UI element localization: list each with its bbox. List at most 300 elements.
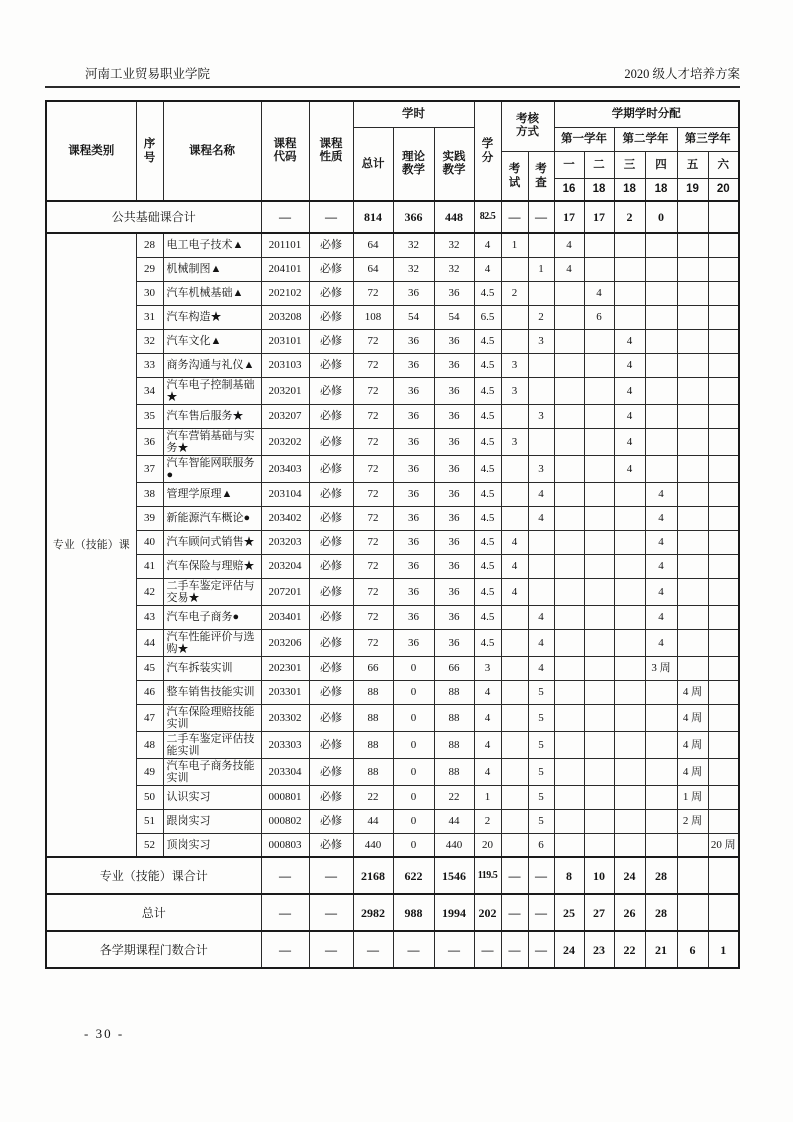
cell-s6 <box>708 530 739 554</box>
cell-hours-practice: 54 <box>434 305 474 329</box>
cell-seq: 36 <box>136 428 163 455</box>
cell-hours-theory: 36 <box>393 605 434 629</box>
cell-course-nature: 必修 <box>309 680 353 704</box>
cell-s6: 1 <box>708 931 739 968</box>
cell-credits: 2 <box>474 809 501 833</box>
cell-course-name: 二手车鉴定评估技能实训 <box>163 731 261 758</box>
cell-course-name: 机械制图▲ <box>163 257 261 281</box>
cell-s6 <box>708 578 739 605</box>
cell-s6 <box>708 758 739 785</box>
col-header-sem-6: 六 <box>708 151 739 178</box>
cell-course-nature: 必修 <box>309 704 353 731</box>
cell-course-code: 203207 <box>261 404 309 428</box>
cell-check-semester <box>528 233 554 257</box>
cell-hours-practice: 1546 <box>434 857 474 894</box>
cell-s2 <box>584 428 614 455</box>
cell-s1: 8 <box>554 857 584 894</box>
cell-s4: 21 <box>645 931 677 968</box>
cell-course-nature: 必修 <box>309 629 353 656</box>
cell-exam-semester: 4 <box>501 554 528 578</box>
cell-course-code: 203208 <box>261 305 309 329</box>
cell-course-name: 汽车保险理赔技能实训 <box>163 704 261 731</box>
cell-hours-theory: 36 <box>393 455 434 482</box>
cell-course-name: 整车销售技能实训 <box>163 680 261 704</box>
cell-s1 <box>554 731 584 758</box>
cell-s3 <box>614 731 645 758</box>
cell-seq: 38 <box>136 482 163 506</box>
cell-hours-theory: 36 <box>393 404 434 428</box>
cell-s4: 3 周 <box>645 656 677 680</box>
cell-hours-total: 72 <box>353 404 393 428</box>
cell-hours-theory: 0 <box>393 833 434 857</box>
cell-course-nature: 必修 <box>309 428 353 455</box>
cell-course-nature: 必修 <box>309 281 353 305</box>
cell-hours-total: 66 <box>353 656 393 680</box>
cell-seq: 32 <box>136 329 163 353</box>
cell-s6 <box>708 680 739 704</box>
cell-course-nature: 必修 <box>309 353 353 377</box>
cell-check-semester: 5 <box>528 680 554 704</box>
cell-check-semester: 4 <box>528 482 554 506</box>
cell-s4: 4 <box>645 506 677 530</box>
cell-hours-theory: 36 <box>393 629 434 656</box>
course-row <box>46 530 739 554</box>
cell-label: 公共基础课合计 <box>46 201 261 233</box>
cell-seq: 33 <box>136 353 163 377</box>
cell-s4 <box>645 680 677 704</box>
cell-course-code: 203304 <box>261 758 309 785</box>
cell-exam-semester: 3 <box>501 428 528 455</box>
cell-s1 <box>554 833 584 857</box>
summary-row-public-basic <box>46 201 739 233</box>
col-header-sem-2: 二 <box>584 151 614 178</box>
cell-course-code: 203101 <box>261 329 309 353</box>
course-row <box>46 629 739 656</box>
cell-s3 <box>614 554 645 578</box>
cell-s2 <box>584 482 614 506</box>
cell-s5 <box>677 578 708 605</box>
cell-hours-total: 72 <box>353 377 393 404</box>
cell-course-code: 203203 <box>261 530 309 554</box>
cell-exam-semester <box>501 506 528 530</box>
cell-course-nature: 必修 <box>309 233 353 257</box>
cell-course-nature: 必修 <box>309 833 353 857</box>
cell-credits: 4.5 <box>474 281 501 305</box>
course-row <box>46 578 739 605</box>
cell-hours-practice: 36 <box>434 554 474 578</box>
cell-nature: — <box>309 931 353 968</box>
cell-seq: 52 <box>136 833 163 857</box>
cell-course-nature: 必修 <box>309 329 353 353</box>
cell-check: — <box>528 931 554 968</box>
cell-s3 <box>614 758 645 785</box>
cell-credits: 4.5 <box>474 578 501 605</box>
cell-hours-total: 72 <box>353 530 393 554</box>
cell-credits: — <box>474 931 501 968</box>
cell-s4 <box>645 233 677 257</box>
cell-s1 <box>554 629 584 656</box>
cell-s6 <box>708 731 739 758</box>
cell-hours-theory: 36 <box>393 281 434 305</box>
col-header-category: 课程类别 <box>46 101 136 201</box>
cell-course-name: 汽车性能评价与选购★ <box>163 629 261 656</box>
cell-s2 <box>584 506 614 530</box>
cell-s2 <box>584 578 614 605</box>
cell-check-semester: 5 <box>528 704 554 731</box>
cell-course-name: 二手车鉴定评估与交易★ <box>163 578 261 605</box>
cell-seq: 34 <box>136 377 163 404</box>
cell-s4 <box>645 329 677 353</box>
col-header-hours-practice: 实践教学 <box>434 127 474 201</box>
cell-hours-total: 72 <box>353 329 393 353</box>
cell-s6 <box>708 353 739 377</box>
cell-s5 <box>677 506 708 530</box>
cell-exam-semester <box>501 833 528 857</box>
cell-s3 <box>614 704 645 731</box>
cell-hours-theory: 0 <box>393 785 434 809</box>
cell-seq: 50 <box>136 785 163 809</box>
cell-hours-total: 72 <box>353 554 393 578</box>
cell-course-name: 汽车机械基础▲ <box>163 281 261 305</box>
cell-s5: 4 周 <box>677 731 708 758</box>
cell-s3: 4 <box>614 404 645 428</box>
cell-course-name: 管理学原理▲ <box>163 482 261 506</box>
cell-s3 <box>614 482 645 506</box>
course-row <box>46 809 739 833</box>
cell-credits: 82.5 <box>474 201 501 233</box>
cell-s2: 27 <box>584 894 614 931</box>
col-header-year3: 第三学年 <box>677 127 739 151</box>
cell-hours-practice: 88 <box>434 704 474 731</box>
course-row <box>46 404 739 428</box>
cell-s4 <box>645 257 677 281</box>
cell-s3 <box>614 605 645 629</box>
cell-credits: 6.5 <box>474 305 501 329</box>
cell-hours-total: 88 <box>353 704 393 731</box>
cell-hours-theory: 36 <box>393 506 434 530</box>
course-row <box>46 377 739 404</box>
cell-course-code: 000802 <box>261 809 309 833</box>
cell-hours-total: 72 <box>353 455 393 482</box>
cell-hours-total: 440 <box>353 833 393 857</box>
cell-hours-practice: 36 <box>434 629 474 656</box>
cell-course-code: 203303 <box>261 731 309 758</box>
cell-course-nature: 必修 <box>309 377 353 404</box>
cell-exam-semester <box>501 257 528 281</box>
cell-course-name: 汽车顾问式销售★ <box>163 530 261 554</box>
cell-s3: 4 <box>614 329 645 353</box>
course-row <box>46 482 739 506</box>
cell-hours-total: 88 <box>353 758 393 785</box>
cell-s4 <box>645 377 677 404</box>
cell-credits: 4.5 <box>474 329 501 353</box>
cell-s3 <box>614 809 645 833</box>
cell-hours-practice: — <box>434 931 474 968</box>
cell-s3: 4 <box>614 353 645 377</box>
cell-s4 <box>645 353 677 377</box>
cell-check-semester: 4 <box>528 629 554 656</box>
cell-hours-practice: 36 <box>434 329 474 353</box>
cell-s3: 22 <box>614 931 645 968</box>
summary-row-major-skill <box>46 857 739 894</box>
cell-s2: 17 <box>584 201 614 233</box>
cell-s4: 4 <box>645 605 677 629</box>
header-school-name: 河南工业贸易职业学院 <box>85 67 211 81</box>
cell-code: — <box>261 931 309 968</box>
cell-check: — <box>528 857 554 894</box>
cell-hours-practice: 36 <box>434 455 474 482</box>
cell-s1 <box>554 680 584 704</box>
cell-course-name: 跟岗实习 <box>163 809 261 833</box>
cell-s1: 25 <box>554 894 584 931</box>
course-row <box>46 605 739 629</box>
cell-s3 <box>614 305 645 329</box>
cell-course-nature: 必修 <box>309 257 353 281</box>
cell-s6 <box>708 704 739 731</box>
cell-s2 <box>584 353 614 377</box>
cell-s5 <box>677 428 708 455</box>
cell-s6 <box>708 554 739 578</box>
cell-hours-total: 72 <box>353 482 393 506</box>
cell-course-code: 203302 <box>261 704 309 731</box>
cell-s5 <box>677 404 708 428</box>
weeks-sem-6: 20 <box>708 178 739 201</box>
cell-s6 <box>708 201 739 233</box>
cell-hours-practice: 36 <box>434 404 474 428</box>
cell-hours-practice: 88 <box>434 680 474 704</box>
cell-s1 <box>554 554 584 578</box>
cell-s5 <box>677 554 708 578</box>
cell-hours-total: 814 <box>353 201 393 233</box>
cell-course-name: 认识实习 <box>163 785 261 809</box>
col-header-hours-total: 总计 <box>353 127 393 201</box>
cell-s3 <box>614 833 645 857</box>
col-header-credits: 学分 <box>474 101 501 201</box>
cell-nature: — <box>309 201 353 233</box>
cell-seq: 49 <box>136 758 163 785</box>
cell-s4 <box>645 809 677 833</box>
cell-s2: 4 <box>584 281 614 305</box>
cell-seq: 45 <box>136 656 163 680</box>
col-header-sem-3: 三 <box>614 151 645 178</box>
cell-course-code: 201101 <box>261 233 309 257</box>
cell-exam-semester: 3 <box>501 353 528 377</box>
cell-course-nature: 必修 <box>309 506 353 530</box>
cell-course-code: 203103 <box>261 353 309 377</box>
cell-s4 <box>645 305 677 329</box>
course-row <box>46 329 739 353</box>
cell-seq: 31 <box>136 305 163 329</box>
cell-credits: 4.5 <box>474 482 501 506</box>
course-row <box>46 656 739 680</box>
cell-s2 <box>584 833 614 857</box>
cell-hours-practice: 32 <box>434 257 474 281</box>
cell-hours-theory: 54 <box>393 305 434 329</box>
cell-s5 <box>677 281 708 305</box>
col-header-check: 考查 <box>528 151 554 201</box>
cell-course-name: 顶岗实习 <box>163 833 261 857</box>
cell-s1 <box>554 809 584 833</box>
cell-seq: 35 <box>136 404 163 428</box>
cell-hours-total: 72 <box>353 629 393 656</box>
cell-seq: 40 <box>136 530 163 554</box>
cell-check-semester: 5 <box>528 785 554 809</box>
cell-hours-total: 2168 <box>353 857 393 894</box>
cell-s5: 4 周 <box>677 758 708 785</box>
cell-s1 <box>554 428 584 455</box>
cell-s4 <box>645 758 677 785</box>
cell-hours-theory: 36 <box>393 482 434 506</box>
course-row <box>46 353 739 377</box>
cell-seq: 29 <box>136 257 163 281</box>
cell-course-nature: 必修 <box>309 656 353 680</box>
cell-s5 <box>677 305 708 329</box>
cell-hours-total: 108 <box>353 305 393 329</box>
cell-hours-theory: 36 <box>393 353 434 377</box>
cell-check-semester <box>528 281 554 305</box>
cell-credits: 4 <box>474 233 501 257</box>
cell-exam-semester <box>501 482 528 506</box>
cell-hours-practice: 1994 <box>434 894 474 931</box>
cell-course-code: 203403 <box>261 455 309 482</box>
cell-hours-theory: 36 <box>393 377 434 404</box>
cell-s3: 26 <box>614 894 645 931</box>
cell-s4: 0 <box>645 201 677 233</box>
cell-seq: 43 <box>136 605 163 629</box>
cell-s5 <box>677 629 708 656</box>
cell-hours-practice: 36 <box>434 530 474 554</box>
cell-s1 <box>554 455 584 482</box>
cell-s5: 6 <box>677 931 708 968</box>
cell-s6 <box>708 305 739 329</box>
cell-hours-total: 72 <box>353 428 393 455</box>
cell-hours-theory: 0 <box>393 731 434 758</box>
cell-hours-practice: 22 <box>434 785 474 809</box>
cell-course-nature: 必修 <box>309 605 353 629</box>
cell-s6 <box>708 257 739 281</box>
cell-s3 <box>614 578 645 605</box>
cell-hours-theory: 36 <box>393 428 434 455</box>
cell-nature: — <box>309 894 353 931</box>
group-header-semester-allocation: 学期学时分配 <box>554 101 739 127</box>
cell-credits: 4.5 <box>474 629 501 656</box>
cell-s1 <box>554 482 584 506</box>
cell-s6 <box>708 377 739 404</box>
cell-credits: 1 <box>474 785 501 809</box>
cell-s4 <box>645 404 677 428</box>
cell-seq: 47 <box>136 704 163 731</box>
cell-course-nature: 必修 <box>309 731 353 758</box>
cell-hours-practice: 36 <box>434 377 474 404</box>
course-row <box>46 428 739 455</box>
cell-s5 <box>677 201 708 233</box>
cell-s2 <box>584 731 614 758</box>
col-header-exam: 考试 <box>501 151 528 201</box>
cell-check-semester: 5 <box>528 731 554 758</box>
cell-hours-total: 72 <box>353 605 393 629</box>
cell-exam-semester <box>501 704 528 731</box>
cell-course-code: 000801 <box>261 785 309 809</box>
cell-credits: 4 <box>474 680 501 704</box>
cell-s5 <box>677 530 708 554</box>
col-header-sem-1: 一 <box>554 151 584 178</box>
cell-s3: 24 <box>614 857 645 894</box>
cell-exam-semester: 3 <box>501 377 528 404</box>
cell-hours-practice: 36 <box>434 428 474 455</box>
col-header-course-nature: 课程性质 <box>309 101 353 201</box>
cell-s5: 4 周 <box>677 704 708 731</box>
course-row <box>46 257 739 281</box>
cell-s1 <box>554 785 584 809</box>
col-header-sem-5: 五 <box>677 151 708 178</box>
cell-s4: 4 <box>645 554 677 578</box>
cell-hours-practice: 440 <box>434 833 474 857</box>
cell-hours-theory: 36 <box>393 578 434 605</box>
cell-check-semester: 6 <box>528 833 554 857</box>
cell-s1 <box>554 704 584 731</box>
cell-seq: 37 <box>136 455 163 482</box>
cell-exam: — <box>501 931 528 968</box>
cell-s1: 17 <box>554 201 584 233</box>
course-row <box>46 680 739 704</box>
cell-exam-semester: 1 <box>501 233 528 257</box>
cell-hours-theory: 622 <box>393 857 434 894</box>
course-row <box>46 305 739 329</box>
cell-seq: 41 <box>136 554 163 578</box>
cell-credits: 4.5 <box>474 404 501 428</box>
cell-hours-total: 88 <box>353 731 393 758</box>
cell-hours-practice: 36 <box>434 281 474 305</box>
cell-check-semester: 5 <box>528 809 554 833</box>
cell-s6 <box>708 605 739 629</box>
summary-row-grand-total <box>46 894 739 931</box>
cell-s2 <box>584 785 614 809</box>
cell-hours-theory: 32 <box>393 257 434 281</box>
cell-course-name: 汽车保险与理赔★ <box>163 554 261 578</box>
cell-course-code: 203202 <box>261 428 309 455</box>
cell-s1 <box>554 281 584 305</box>
cell-hours-practice: 44 <box>434 809 474 833</box>
cell-exam-semester <box>501 758 528 785</box>
cell-seq: 39 <box>136 506 163 530</box>
cell-credits: 3 <box>474 656 501 680</box>
cell-exam-semester <box>501 305 528 329</box>
cell-course-code: 203201 <box>261 377 309 404</box>
course-rows-section <box>46 233 739 857</box>
cell-label: 专业（技能）课合计 <box>46 857 261 894</box>
cell-exam-semester <box>501 455 528 482</box>
cell-s1 <box>554 530 584 554</box>
cell-s5: 2 周 <box>677 809 708 833</box>
cell-credits: 4.5 <box>474 554 501 578</box>
cell-course-nature: 必修 <box>309 809 353 833</box>
cell-s4: 4 <box>645 482 677 506</box>
cell-s3 <box>614 506 645 530</box>
cell-course-nature: 必修 <box>309 758 353 785</box>
cell-seq: 44 <box>136 629 163 656</box>
cell-course-name: 汽车构造★ <box>163 305 261 329</box>
cell-hours-practice: 66 <box>434 656 474 680</box>
cell-hours-theory: 988 <box>393 894 434 931</box>
cell-course-code: 203401 <box>261 605 309 629</box>
cell-hours-theory: 36 <box>393 554 434 578</box>
cell-s3: 4 <box>614 428 645 455</box>
cell-s4 <box>645 455 677 482</box>
cell-s5 <box>677 257 708 281</box>
cell-hours-total: — <box>353 931 393 968</box>
cell-course-nature: 必修 <box>309 482 353 506</box>
cell-credits: 119.5 <box>474 857 501 894</box>
